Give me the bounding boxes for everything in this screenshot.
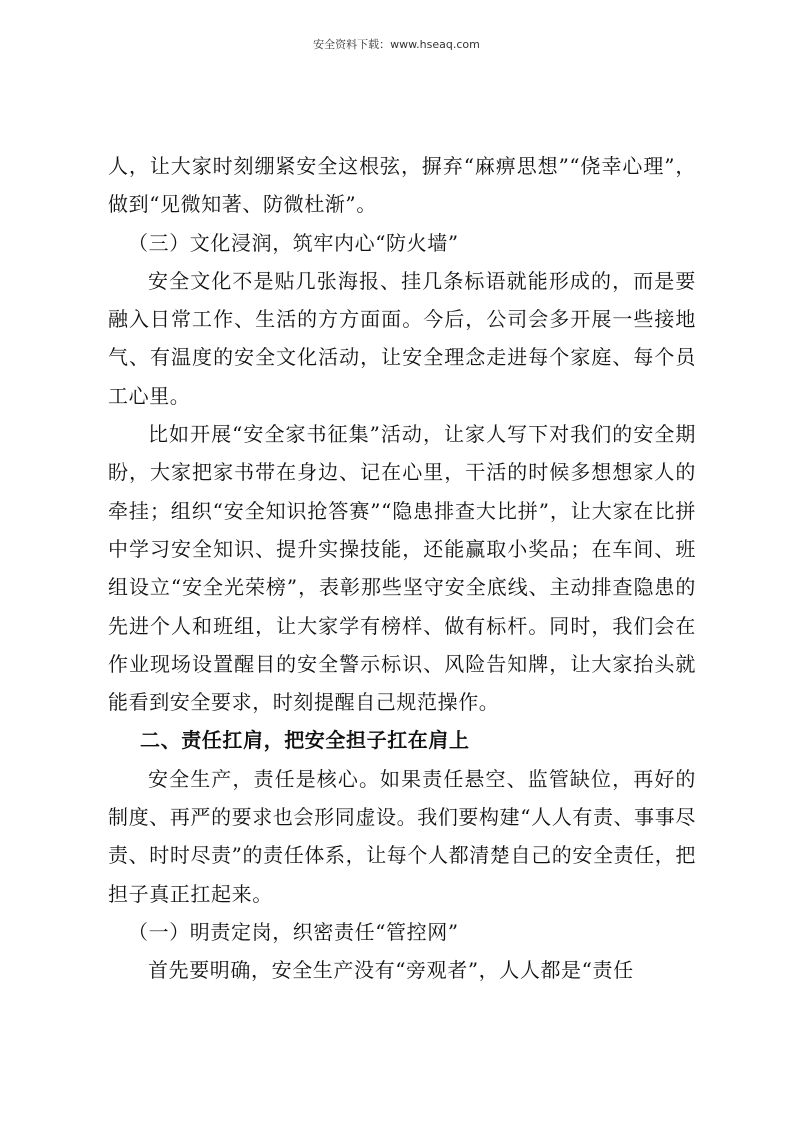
document-body (108, 147, 696, 990)
paragraph-culture-examples: 比如开展“安全家书征集”活动，让家人写下对我们的安全期盼，大家把家书带在身边、记在心里，干活的时候多想想家人的牵挂；组织“安全知识抢答赛”“隐患排查大比拼”，让大家在比拼中学习安全知识、提升实操技能，还能赢取小奖品；在车间、班组设立“安全光荣榜”，表彰那些坚守安全底线、主动排查隐患的先进个人和班组，让大家学有榜样、做有标杆。同时，我们会在作业现场设置醒目的安全警示标识、风险告知牌，让大家抬头就能看到安全要求，时刻提醒自己规范操作。 (108, 422, 696, 715)
subheading-duty: （一）明责定岗，织密责任“管控网” (128, 919, 459, 944)
section-heading-responsibility: 二、责任扛肩，把安全担子扛在肩上 (140, 728, 470, 753)
subheading-culture: （三）文化浸润，筑牢内心“防火墙” (128, 230, 459, 255)
paragraph-continued: 人，让大家时刻绷紧安全这根弦，摒弃“麻痹思想”“侥幸心理”，做到“见微知著、防微杜渐”。 (108, 154, 696, 217)
paragraph-duty-start: 首先要明确，安全生产没有“旁观者”，人人都是“责任 (148, 958, 634, 983)
paragraph-culture-intro: 安全文化不是贴几张海报、挂几条标语就能形成的，而是要融入日常工作、生活的方方面面。今后，公司会多开展一些接地气、有温度的安全文化活动，让安全理念走进每个家庭、每个员工心里。 (108, 268, 696, 408)
paragraph-responsibility-intro: 安全生产，责任是核心。如果责任悬空、监管缺位，再好的制度、再严的要求也会形同虚设。我们要构建“人人有责、事事尽责、时时尽责”的责任体系，让每个人都清楚自己的安全责任，把担子真正扛起来。 (108, 766, 696, 906)
header-watermark: 安全资料下载：www.hseaq.com (313, 38, 480, 51)
